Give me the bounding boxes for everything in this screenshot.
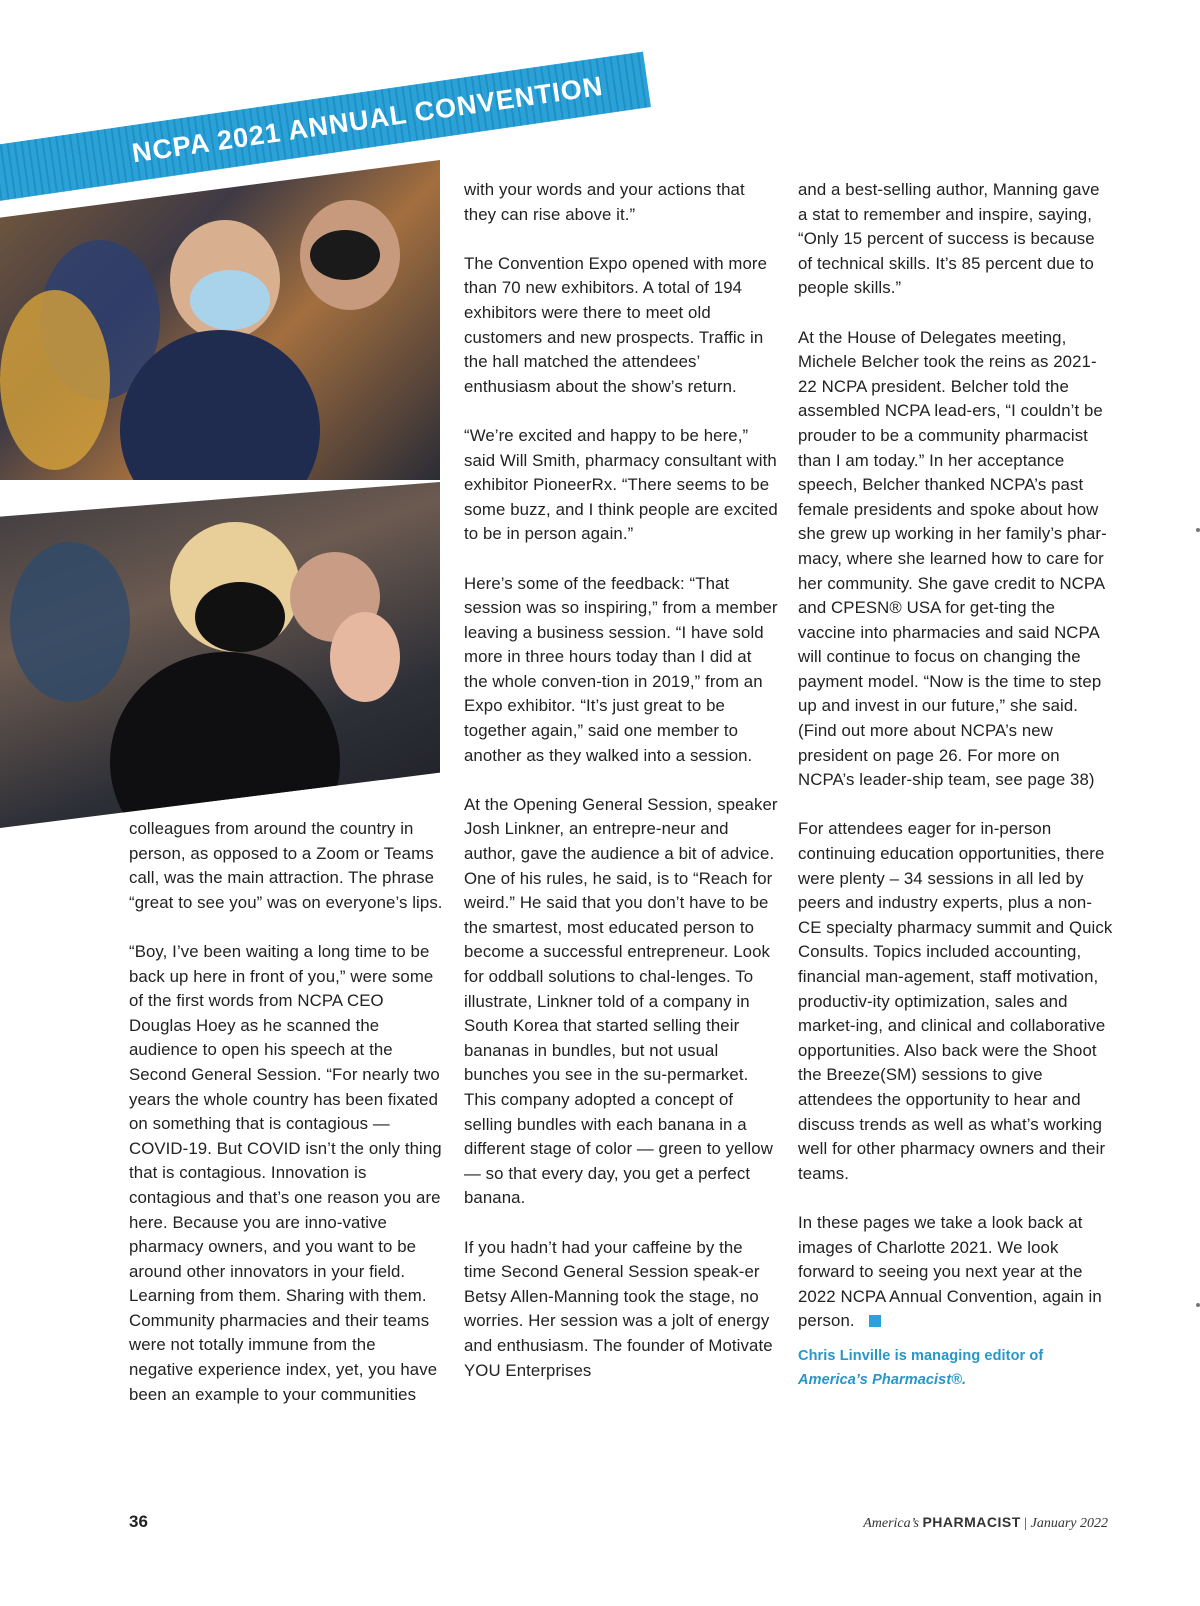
paragraph: with your words and your actions that they can rise above it.”	[464, 180, 745, 224]
byline-publication: America’s Pharmacist®.	[798, 1371, 967, 1388]
article-column-2	[464, 178, 779, 1408]
page-number: 36	[129, 1512, 148, 1531]
paragraph: Here’s some of the feedback: “That session was so inspiring,” from a member leaving a business session. “I have sold more in three hours today than I did at the whole conven-tion in 2019,” from an Expo exhibitor. “It’s just great to be together again,” said one member to another as they walked into a session.	[464, 573, 778, 765]
footer-pub-prefix: America’s	[863, 1516, 919, 1531]
binding-mark-icon	[1196, 528, 1200, 532]
paragraph: The Convention Expo opened with more than 70 new exhibitors. A total of 194 exhibitors were there to meet old customers and new prospects. Traffic in the hall matched the attendees’ enthusiasm about the show’s return.	[464, 253, 768, 396]
author-byline	[798, 1344, 1113, 1392]
paragraph-text: In these pages we take a look back at images of Charlotte 2021. We look forward to seeing you next year at the 2022 NCPA Annual Convention, again in person.	[798, 1212, 1102, 1331]
paragraph: colleagues from around the country in person, as opposed to a Zoom or Teams call, was the main attraction. The phrase “great to see you” was on everyone’s lips.	[129, 819, 443, 912]
paragraph: At the Opening General Session, speaker Josh Linkner, an entrepre-neur and author, gave the audience a bit of advice. One of his rules, he said, is to “Reach for weird.” He said that you don’t have to be the smartest, most educated person to become a successful entrepreneur. Look for oddball solutions to chal-lenges. To illustrate, Linkner told of a company in South Korea that started selling their bananas in bundles, but not usual bunches you see in the su-permarket. This company adopted a concept of selling bundles with each banana in a different stage of color — green to yellow — so that every day, you get a perfect banana.	[464, 794, 778, 1208]
footer-separator: |	[1024, 1516, 1028, 1531]
footer-issue: January 2022	[1030, 1516, 1108, 1531]
binding-mark-icon	[1196, 1303, 1200, 1307]
photo-speaker-man	[0, 160, 440, 480]
paragraph: If you hadn’t had your caffeine by the time Second General Session speak-er Betsy Allen-Manning took the stage, no worries. Her session was a jolt of energy and enthusiasm. The founder of Motivate YOU Enterprises	[464, 1237, 773, 1380]
publication-footer	[863, 1514, 1108, 1532]
paragraph: “Boy, I’ve been waiting a long time to be back up here in front of you,” were some of the first words from NCPA CEO Douglas Hoey as he scanned the audience to open his speech at the Second General Session. “For nearly two years the whole country has been fixated on something that is contagious — COVID-19. But COVID isn’t the only thing that is contagious. Innovation is contagious and that’s one reason you are here. Because you are inno-vative pharmacy owners, and you want to be around other innovators in your field. Learning from them. Sharing with them. Community pharmacies and their teams were not totally immune from the negative experience index, yet, you have been an example to your communities	[129, 941, 442, 1404]
byline-text: Chris Linville is managing editor of	[798, 1347, 1044, 1364]
article-column-3	[798, 178, 1113, 1392]
closing-paragraph	[798, 1211, 1113, 1334]
paragraph: For attendees eager for in-person continuing education opportunities, there were plenty – 34 sessions in all led by peers and industry experts, plus a non-CE specialty pharmacy summit and Quick Consults. Topics included accounting, financial man-agement, staff motivation, productiv-ity optimization, sales and market-ing, and clinical and collaborative opportunities. Also back were the Shoot the Breeze(SM) sessions to give attendees the opportunity to hear and discuss trends as well as what’s working well for other pharmacy owners and their teams.	[798, 819, 1113, 1183]
photo-speaker-woman	[0, 482, 440, 828]
banner-title: NCPA 2021 ANNUAL CONVENTION	[130, 70, 606, 169]
end-mark-icon	[869, 1315, 881, 1327]
paragraph: “We’re excited and happy to be here,” said Will Smith, pharmacy consultant with exhibitor PioneerRx. “There seems to be some buzz, and I think people are excited to be in person again.”	[464, 425, 778, 544]
article-column-1	[129, 817, 444, 1432]
paragraph: At the House of Delegates meeting, Michele Belcher took the reins as 2021-22 NCPA president. Belcher told the assembled NCPA lead-ers, “I couldn’t be prouder to be a community pharmacist than I am today.” In her acceptance speech, Belcher thanked NCPA’s past female presidents and spoke about how she grew up working in her family’s phar-macy, where she learned how to care for her community. She gave credit to NCPA and CPESN® USA for get-ting the vaccine into pharmacies and said NCPA will continue to focus on changing the payment model. “Now is the time to step up and invest in our future,” she said. (Find out more about NCPA’s new president on page 26. For more on NCPA’s leader-ship team, see page 38)	[798, 327, 1107, 790]
paragraph: and a best-selling author, Manning gave a stat to remember and inspire, saying, “Only 15 percent of success is because of technical skills. It’s 85 percent due to people skills.”	[798, 180, 1100, 298]
footer-pub-brand: PHARMACIST	[922, 1514, 1021, 1530]
